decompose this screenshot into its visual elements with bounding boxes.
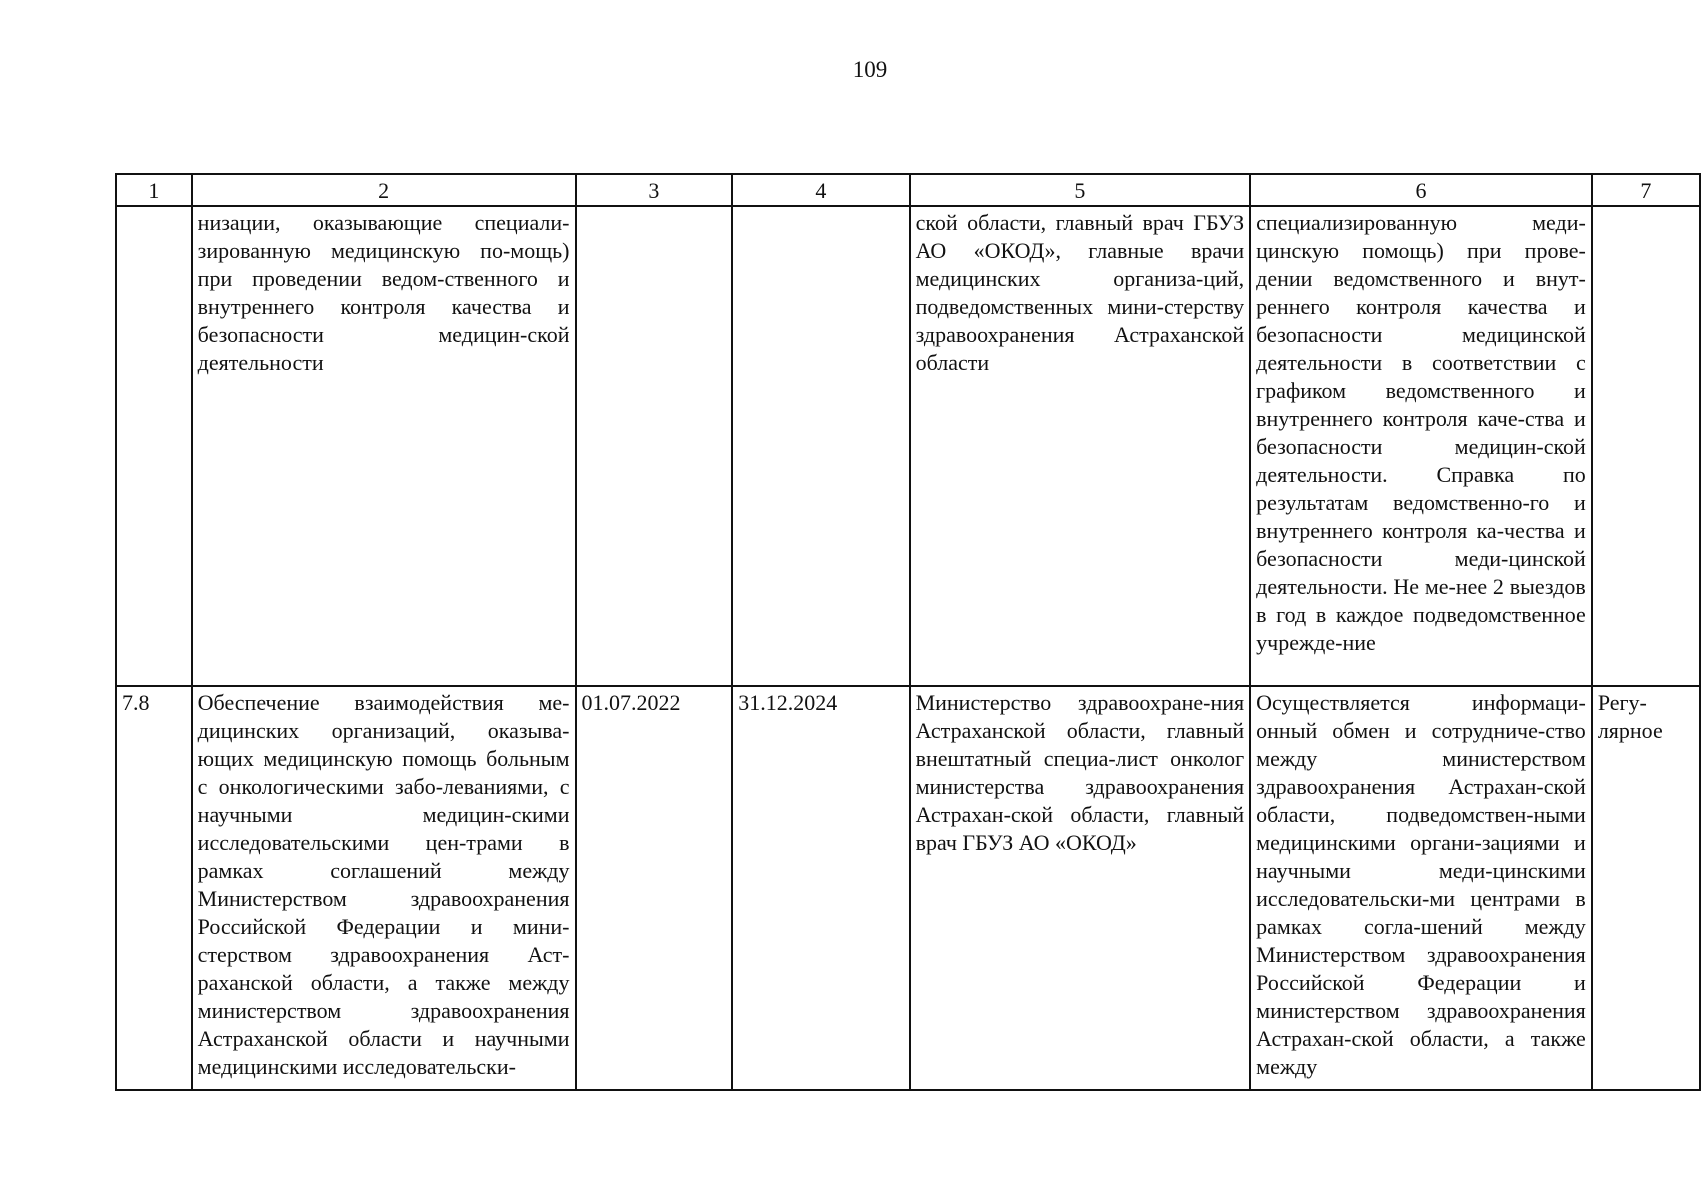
row-number-cell [116,206,192,686]
result-cell: специализированную меди-цинскую помощь) при прове-дении ведомственного и внут-реннего контроля качества и безопасности медицинской деятельности в соответствии с графиком ведомственного и внутреннего контроля каче-ства и безопасности медицин-ской деятельности. Справка по результатам ведомственно-го и внутреннего контроля ка-чества и безопасности меди-цинской деятельности. Не ме-нее 2 выездов в год в каждое подведомственное учрежде-ние [1250,206,1592,686]
header-row [116,174,1700,206]
end-date-cell: 31.12.2024 [732,686,909,1090]
type-cell: Регу-лярное [1592,686,1700,1090]
column-header-5: 5 [910,174,1251,206]
column-header-6: 6 [1250,174,1592,206]
description-cell: Обеспечение взаимодействия ме-дицинских организаций, оказыва-ющих медицинскую помощь больным с онкологическими забо-леваниями, с научными медицин-скими исследовательскими цен-трами в рамках соглашений между Министерством здравоохранения Российской Федерации и мини-стерством здравоохранения Аст-раханской области, а также между министерством здравоохранения Астраханской области и научными медицинскими исследовательски- [192,686,576,1090]
activity-table [115,173,1701,1091]
start-date-cell [576,206,733,686]
table-row [116,686,1700,1090]
type-cell [1592,206,1700,686]
end-date-cell [732,206,909,686]
description-cell: низации, оказывающие специали-зированную медицинскую по-мощь) при проведении ведом-ственного и внутреннего контроля качества и безопасности медицин-ской деятельности [192,206,576,686]
column-header-1: 1 [116,174,192,206]
table-row [116,206,1700,686]
row-number-cell: 7.8 [116,686,192,1090]
column-header-4: 4 [732,174,909,206]
result-cell: Осуществляется информаци-онный обмен и сотрудниче-ство между министерством здравоохранения Астрахан-ской области, подведомствен-ными медицинскими органи-зациями и научными меди-цинскими исследовательски-ми центрами в рамках согла-шений между Министерством здравоохранения Российской Федерации и министерством здравоохранения Астрахан-ской области, а также между [1250,686,1592,1090]
responsible-cell: Министерство здравоохране-ния Астраханской области, главный внештатный специа-лист онколог министерства здравоохранения Астрахан-ской области, главный врач ГБУЗ АО «ОКОД» [910,686,1251,1090]
column-header-7: 7 [1592,174,1700,206]
column-header-2: 2 [192,174,576,206]
page-number: 109 [852,57,888,82]
responsible-cell: ской области, главный врач ГБУЗ АО «ОКОД», главные врачи медицинских организа-ций, подведомственных мини-стерству здравоохранения Астраханской области [910,206,1251,686]
column-header-3: 3 [576,174,733,206]
start-date-cell: 01.07.2022 [576,686,733,1090]
